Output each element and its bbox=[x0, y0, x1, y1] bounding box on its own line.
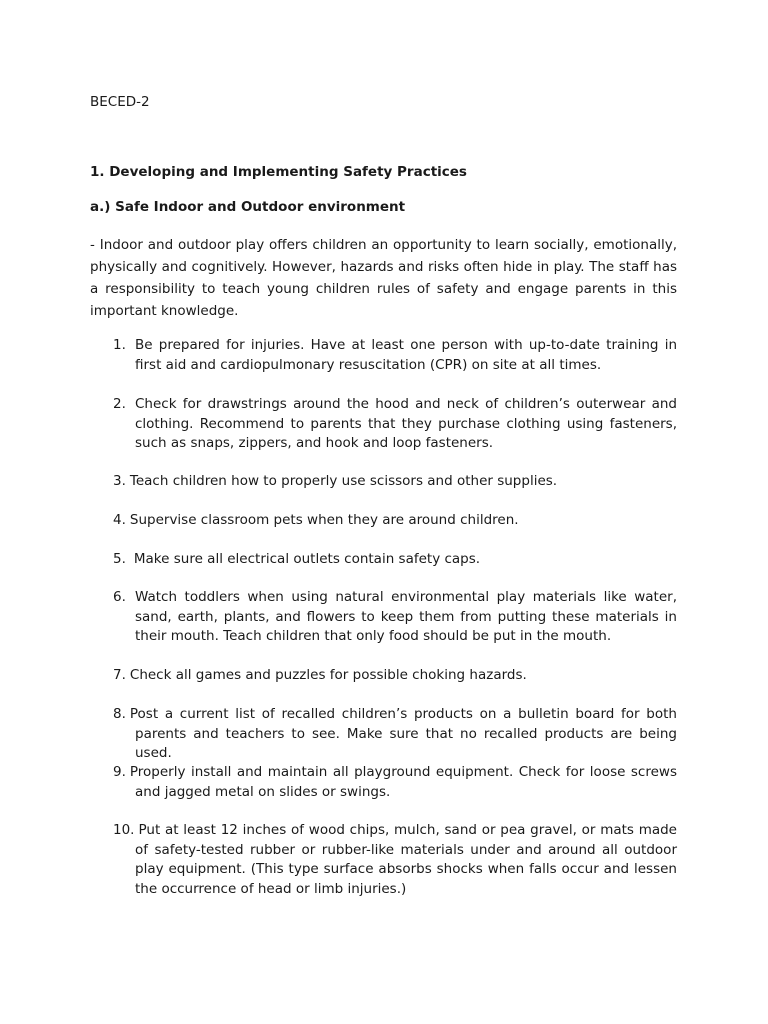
list-item-text: Check all games and puzzles for possible choking hazards. bbox=[129, 667, 527, 683]
list-item bbox=[113, 763, 677, 802]
list-item-number: 3. bbox=[113, 473, 126, 489]
list-item-text: Put at least 12 inches of wood chips, mulch, sand or pea gravel, or mats made of safety-tested rubber or rubber-like materials under and around all outdoor play equipment. (This type surface absorbs shocks when falls occur and lessen the occurrence of head or limb injuries.) bbox=[135, 822, 677, 897]
list-item-number: 2. bbox=[113, 396, 126, 412]
sub-heading: a.) Safe Indoor and Outdoor environment bbox=[90, 199, 406, 215]
list-item-text: Check for drawstrings around the hood and neck of children’s outerwear and clothing. Recommend to parents that they purchase clothing using fasteners, such as snaps, zippers, and hook and loop fasteners. bbox=[135, 396, 677, 451]
list-item-number: 9. bbox=[113, 764, 126, 780]
list-item bbox=[113, 588, 677, 647]
course-code: BECED-2 bbox=[90, 94, 150, 110]
list-item-text: Teach children how to properly use scissors and other supplies. bbox=[129, 473, 558, 489]
section-heading: 1. Developing and Implementing Safety Practices bbox=[90, 164, 467, 180]
list-item-number: 7. bbox=[113, 667, 126, 683]
list-item bbox=[113, 395, 677, 454]
list-item-text: Post a current list of recalled children’s products on a bulletin board for both parents and teachers to see. Make sure that no recalled products are being used. bbox=[129, 706, 677, 761]
list-item bbox=[113, 705, 677, 764]
list-item-text: Make sure all electrical outlets contain safety caps. bbox=[133, 551, 481, 567]
list-item-number: 5. bbox=[113, 551, 126, 567]
list-item-text: Supervise classroom pets when they are around children. bbox=[129, 512, 519, 528]
list-item-number: 10. bbox=[113, 822, 135, 838]
list-item-text: Be prepared for injuries. Have at least one person with up-to-date training in first aid and cardiopulmonary resuscitation (CPR) on site at all times. bbox=[135, 337, 677, 373]
list-item-number: 1. bbox=[113, 337, 126, 353]
list-item bbox=[113, 336, 677, 375]
list-item bbox=[113, 821, 677, 899]
intro-paragraph: - Indoor and outdoor play offers children an opportunity to learn socially, emotionally, physically and cognitively. However, hazards and risks often hide in play. The staff has a responsibility to teach young children rules of safety and engage parents in this important knowledge. bbox=[90, 237, 677, 319]
list-item bbox=[113, 666, 677, 686]
list-item bbox=[113, 472, 677, 492]
list-item-text: Properly install and maintain all playground equipment. Check for loose screws and jagged metal on slides or swings. bbox=[129, 764, 677, 800]
list-item bbox=[113, 511, 677, 531]
list-item-text: Watch toddlers when using natural environmental play materials like water, sand, earth, plants, and flowers to keep them from putting these materials in their mouth. Teach children that only food should be put in the mouth. bbox=[135, 589, 677, 644]
list-item-number: 6. bbox=[113, 589, 126, 605]
list-item bbox=[113, 550, 677, 570]
list-item-number: 4. bbox=[113, 512, 126, 528]
list-item-number: 8. bbox=[113, 706, 126, 722]
